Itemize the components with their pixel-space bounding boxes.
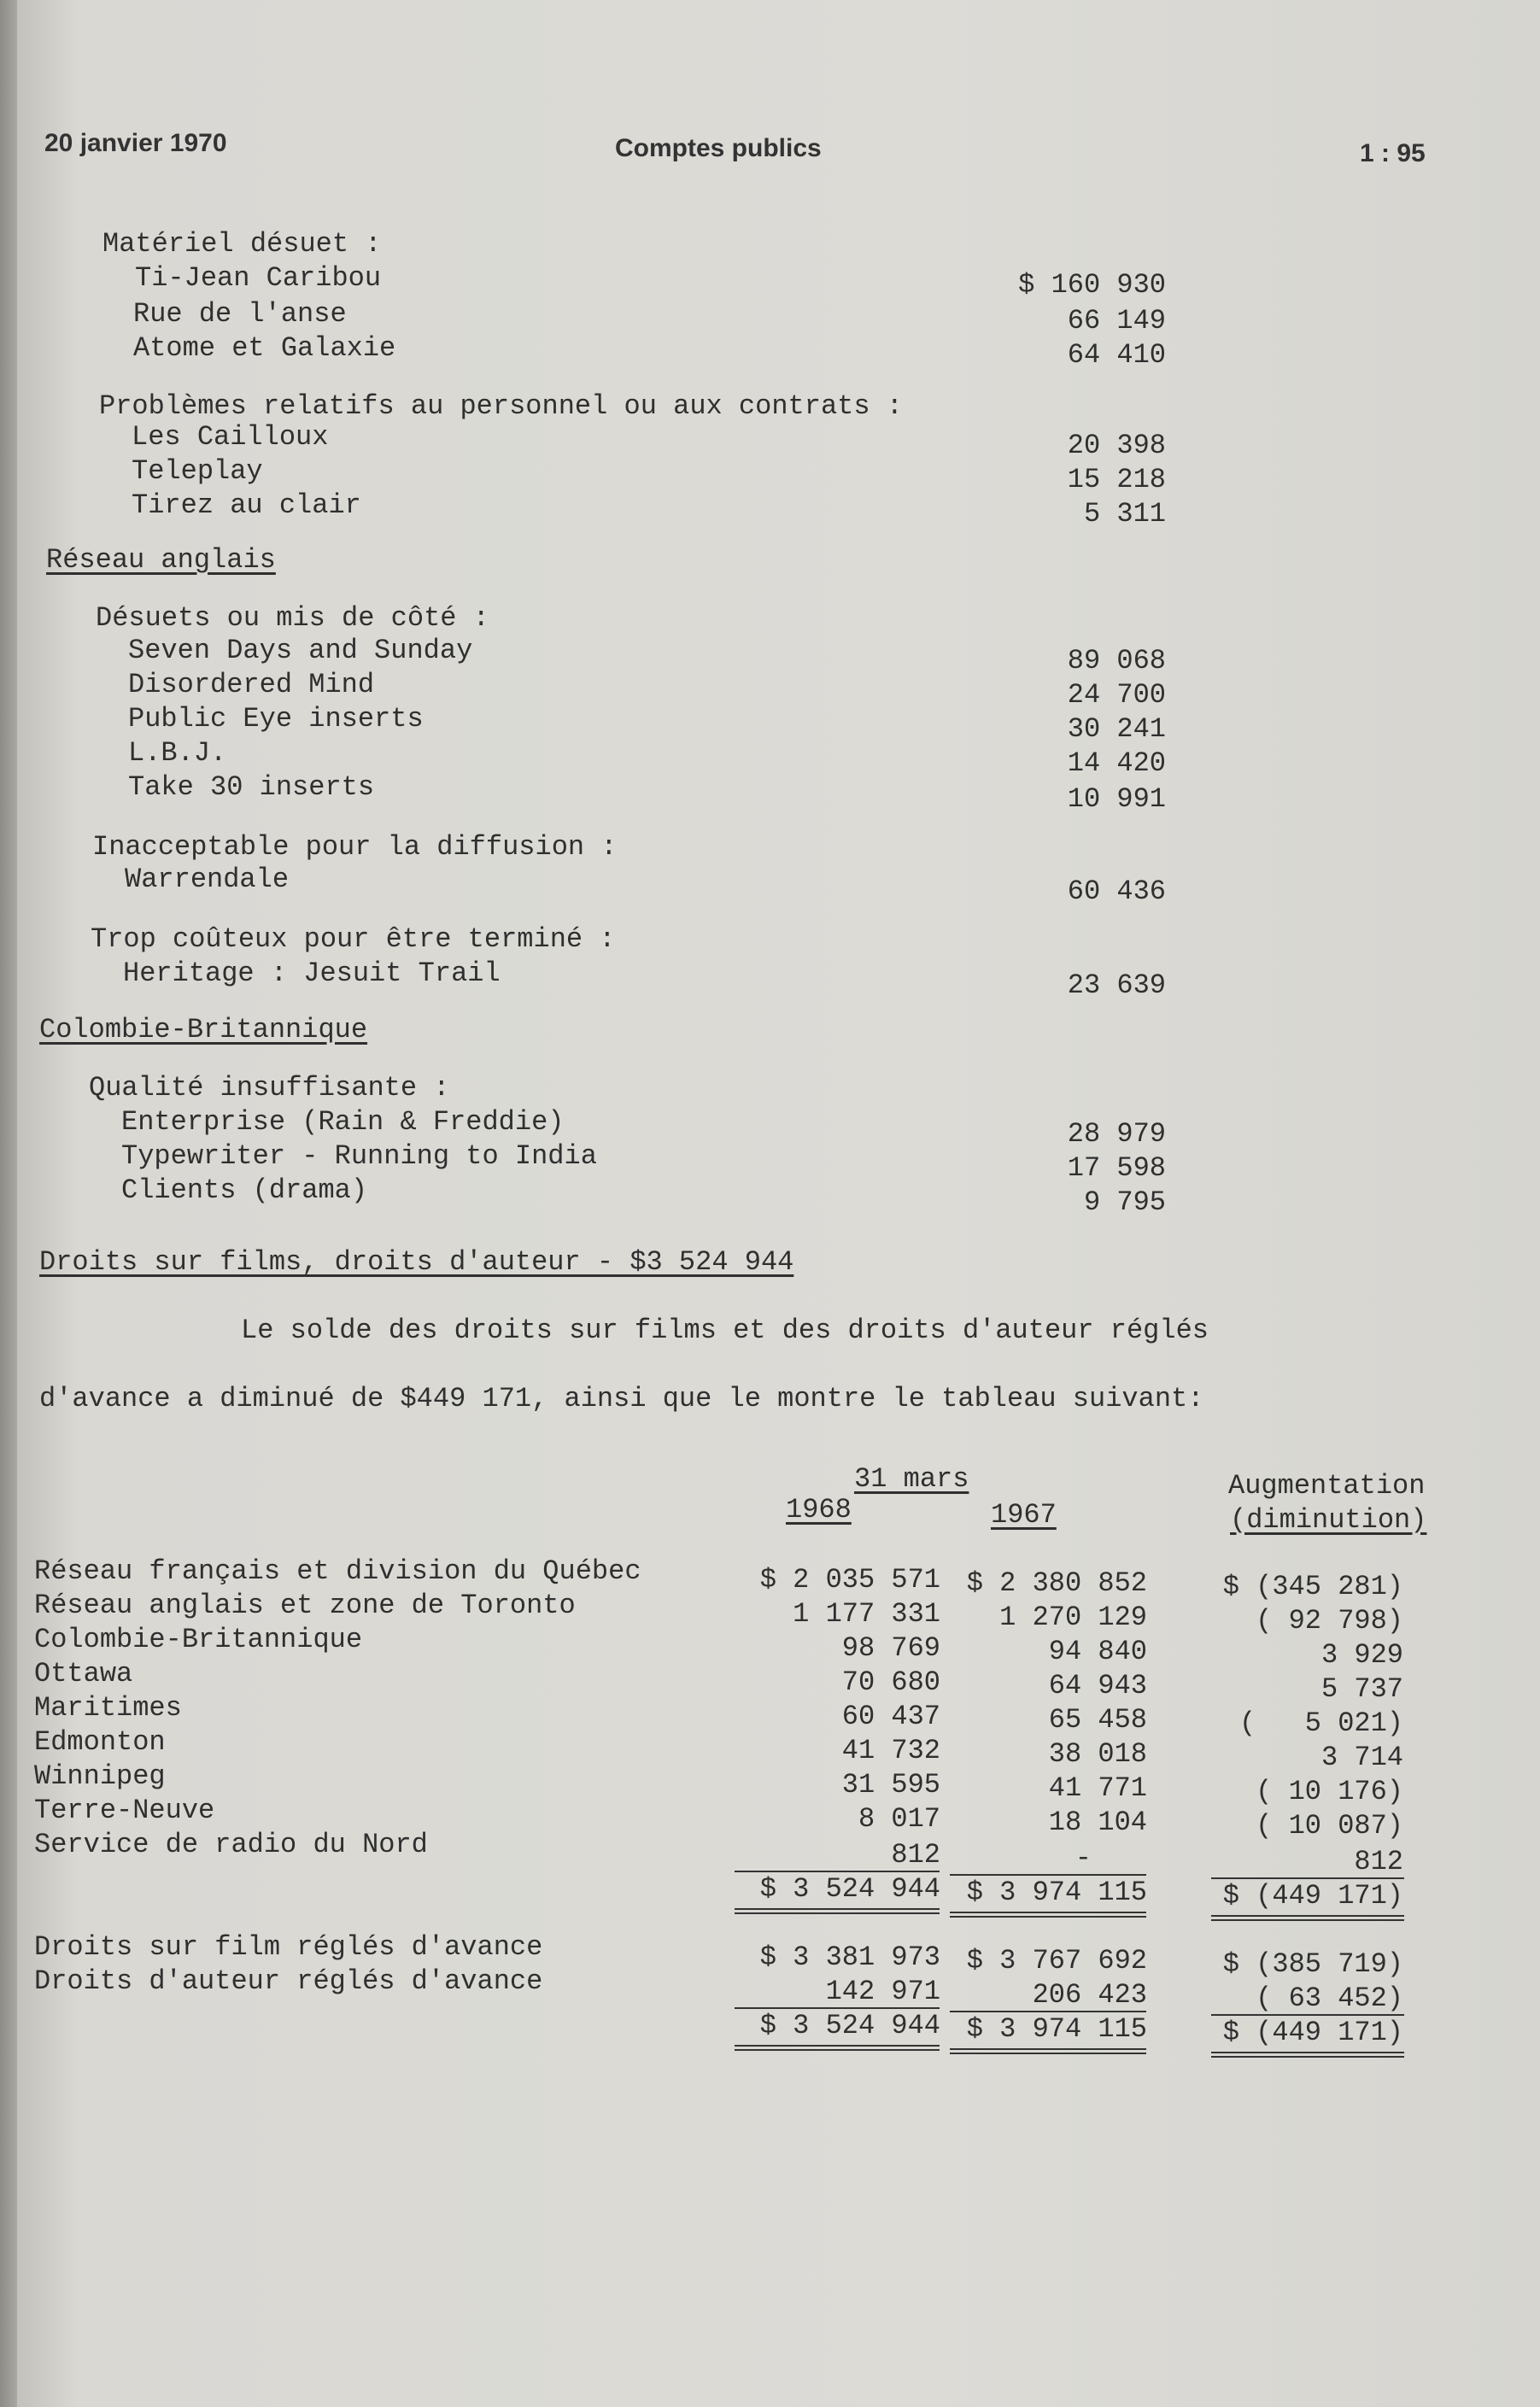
table-cell: 3 929 xyxy=(1320,1639,1403,1671)
table-cell: $ 3 767 692 xyxy=(966,1945,1147,1977)
table-cell: 94 840 xyxy=(1048,1636,1147,1667)
section-heading: Réseau anglais xyxy=(46,544,276,576)
item-value: 28 979 xyxy=(1067,1118,1166,1150)
table-cell: 41 771 xyxy=(1048,1772,1147,1804)
item-value: 5 311 xyxy=(1083,498,1166,530)
item-value: 10 991 xyxy=(1067,783,1166,815)
table-cell: 1 177 331 xyxy=(793,1598,940,1630)
item-label: Les Cailloux xyxy=(132,421,329,453)
item-label: Teleplay xyxy=(132,455,263,487)
table-row-label: Réseau anglais et zone de Toronto xyxy=(34,1590,576,1621)
subtotal-rule xyxy=(735,1871,940,1872)
table-cell: 41 732 xyxy=(841,1735,940,1766)
item-value: 15 218 xyxy=(1067,464,1166,495)
section-heading: Matériel désuet : xyxy=(102,228,382,260)
item-label: Warrendale xyxy=(125,864,290,895)
table-cell: $ 3 381 973 xyxy=(759,1941,940,1973)
table-cell: $ 2 035 571 xyxy=(759,1564,940,1596)
item-label: Seven Days and Sunday xyxy=(128,635,473,666)
table-cell: 142 971 xyxy=(825,1976,940,2007)
total-cell: $ 3 524 944 xyxy=(759,1873,940,1905)
document-page xyxy=(17,0,1540,2407)
total-cell: $ (449 171) xyxy=(1222,1880,1403,1912)
item-label: Clients (drama) xyxy=(121,1174,368,1206)
total-double-rule xyxy=(950,1912,1146,1918)
total-double-rule xyxy=(735,1908,940,1914)
table-cell: ( 10 087) xyxy=(1256,1810,1403,1842)
table-row-label: Maritimes xyxy=(34,1692,182,1724)
table-cell: ( 5 021) xyxy=(1238,1707,1403,1739)
table-row-label: Droits d'auteur réglés d'avance xyxy=(34,1965,543,1997)
item-value: 20 398 xyxy=(1067,430,1166,461)
total-cell: $ 3 524 944 xyxy=(759,2010,940,2041)
item-value: 9 795 xyxy=(1083,1186,1166,1218)
item-label: Atome et Galaxie xyxy=(133,332,396,364)
table-cell: ( 10 176) xyxy=(1256,1776,1403,1807)
total-double-rule xyxy=(1211,1915,1404,1921)
book-spine xyxy=(0,0,17,2407)
subtotal-rule xyxy=(735,2007,940,2009)
table-row-label: Winnipeg xyxy=(34,1760,166,1792)
paragraph-line: d'avance a diminué de $449 171, ainsi que le montre le tableau suivant: xyxy=(39,1383,1204,1414)
table-cell: 70 680 xyxy=(841,1666,940,1698)
table-cell: 38 018 xyxy=(1048,1738,1147,1770)
table-cell: 8 017 xyxy=(858,1803,940,1835)
item-value: 66 149 xyxy=(1067,305,1166,337)
item-label: Public Eye inserts xyxy=(128,703,424,735)
table-cell: 206 423 xyxy=(1032,1979,1147,2011)
subtotal-rule xyxy=(1211,1877,1404,1879)
table-cell: 31 595 xyxy=(841,1769,940,1801)
table-cell: $ (345 281) xyxy=(1222,1571,1403,1602)
table-cell: $ (385 719) xyxy=(1222,1948,1403,1980)
table-group-header: 31 mars xyxy=(854,1463,969,1495)
table-cell: 812 xyxy=(891,1839,940,1871)
item-value: 64 410 xyxy=(1067,339,1166,371)
item-value: 14 420 xyxy=(1067,747,1166,779)
subtotal-rule xyxy=(1211,2014,1404,2016)
table-row-label: Ottawa xyxy=(34,1658,133,1690)
item-label: Ti-Jean Caribou xyxy=(135,262,382,294)
table-row-label: Service de radio du Nord xyxy=(34,1829,428,1860)
table-cell: ( 63 452) xyxy=(1256,1982,1403,2014)
item-label: Disordered Mind xyxy=(128,669,375,700)
item-label: Enterprise (Rain & Freddie) xyxy=(121,1106,565,1138)
item-label: Rue de l'anse xyxy=(133,298,347,330)
total-cell: $ 3 974 115 xyxy=(966,2013,1147,2045)
table-cell: 812 xyxy=(1354,1846,1403,1877)
table-column-header: 1967 xyxy=(991,1499,1057,1531)
item-value: 17 598 xyxy=(1067,1152,1166,1184)
section-heading: Droits sur films, droits d'auteur - $3 524 944 xyxy=(39,1246,794,1278)
header-date: 20 janvier 1970 xyxy=(44,129,227,157)
table-cell: ( 92 798) xyxy=(1256,1605,1403,1637)
item-label: Heritage : Jesuit Trail xyxy=(123,958,501,989)
subsection-heading: Trop coûteux pour être terminé : xyxy=(91,923,616,955)
item-label: Typewriter - Running to India xyxy=(121,1140,597,1172)
subtotal-rule xyxy=(950,1874,1146,1876)
table-cell: 3 714 xyxy=(1320,1742,1403,1773)
table-cell: 65 458 xyxy=(1048,1704,1147,1736)
total-double-rule xyxy=(735,2045,940,2051)
table-cell: 60 437 xyxy=(841,1701,940,1732)
item-label: Tirez au clair xyxy=(132,489,361,521)
table-row-label: Colombie-Britannique xyxy=(34,1624,363,1655)
table-row-label: Droits sur film réglés d'avance xyxy=(34,1931,543,1963)
subsection-heading: Désuets ou mis de côté : xyxy=(96,602,489,634)
table-row-label: Terre-Neuve xyxy=(34,1795,215,1826)
table-cell: 98 769 xyxy=(841,1632,940,1664)
table-cell: 5 737 xyxy=(1320,1673,1403,1705)
total-double-rule xyxy=(950,2048,1146,2054)
item-value: 30 241 xyxy=(1067,713,1166,745)
table-cell: $ 2 380 852 xyxy=(966,1567,1147,1599)
item-value: 24 700 xyxy=(1067,679,1166,711)
subsection-heading: Qualité insuffisante : xyxy=(89,1072,450,1104)
table-cell: 1 270 129 xyxy=(999,1602,1147,1633)
total-double-rule xyxy=(1211,2052,1404,2058)
item-value: 60 436 xyxy=(1067,876,1166,907)
item-label: L.B.J. xyxy=(128,737,227,769)
table-column-header: 1968 xyxy=(786,1494,852,1526)
subtotal-rule xyxy=(950,2011,1146,2012)
section-heading: Problèmes relatifs au personnel ou aux contrats : xyxy=(99,390,903,422)
item-value: $ 160 930 xyxy=(1018,269,1166,301)
table-row-label: Edmonton xyxy=(34,1726,166,1758)
table-cell: 18 104 xyxy=(1048,1807,1147,1838)
item-value: 89 068 xyxy=(1067,645,1166,676)
item-label: Take 30 inserts xyxy=(128,771,375,803)
table-column-header: Augmentation xyxy=(1228,1470,1426,1502)
table-row-label: Réseau français et division du Québec xyxy=(34,1555,641,1587)
table-cell: 64 943 xyxy=(1048,1670,1147,1701)
table-cell: - xyxy=(1074,1842,1092,1874)
total-cell: $ (449 171) xyxy=(1222,2017,1403,2048)
item-value: 23 639 xyxy=(1067,969,1166,1001)
subsection-heading: Inacceptable pour la diffusion : xyxy=(92,831,618,863)
section-heading: Colombie-Britannique xyxy=(39,1014,368,1045)
header-page-number: 1 : 95 xyxy=(1360,139,1426,167)
table-column-header: (diminution) xyxy=(1230,1504,1427,1536)
total-cell: $ 3 974 115 xyxy=(966,1877,1147,1908)
header-title: Comptes publics xyxy=(615,134,822,162)
paragraph-line: Le solde des droits sur films et des droits d'auteur réglés xyxy=(241,1315,1209,1346)
